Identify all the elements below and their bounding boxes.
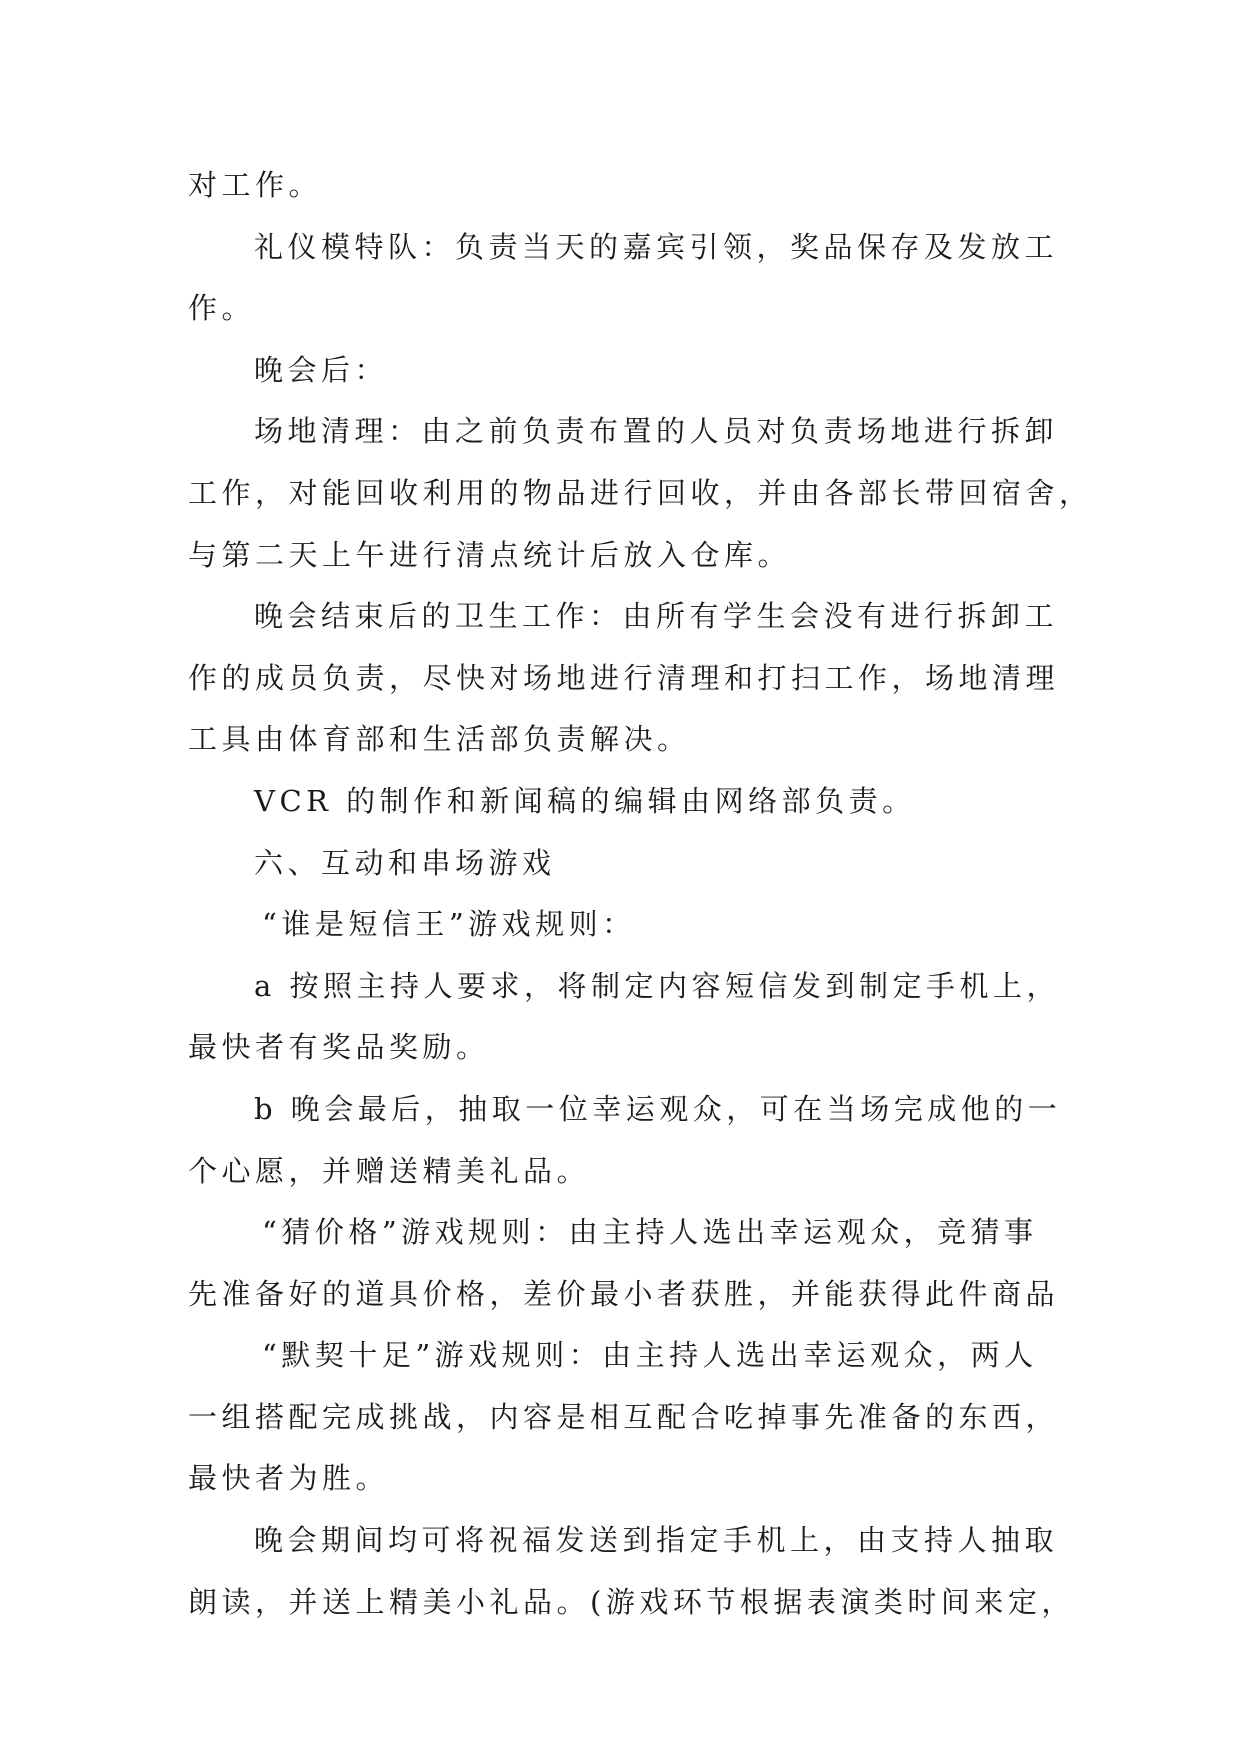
game-title-line: “猜价格”游戏规则：由主持人选出幸运观众，竞猜事 xyxy=(262,1215,1038,1250)
text-line: 工作，对能回收利用的物品进行回收，并由各部长带回宿舍， xyxy=(188,475,1093,510)
paragraph-start-line: 场地清理：由之前负责布置的人员对负责场地进行拆卸 xyxy=(254,414,1059,449)
paragraph-start-line: b 晚会最后，抽取一位幸运观众，可在当场完成他的一 xyxy=(254,1091,1062,1126)
text-line: 与第二天上午进行清点统计后放入仓库。 xyxy=(188,537,792,572)
section-heading: 六、互动和串场游戏 xyxy=(254,845,556,880)
text-line: 最快者有奖品奖励。 xyxy=(188,1030,490,1065)
paragraph-start-line: 晚会期间均可将祝福发送到指定手机上，由支持人抽取 xyxy=(254,1523,1059,1558)
text-line: 作的成员负责，尽快对场地进行清理和打扫工作，场地清理 xyxy=(188,660,1060,695)
paragraph-start-line: 礼仪模特队：负责当天的嘉宾引领，奖品保存及发放工 xyxy=(254,229,1059,264)
paragraph-start-line: 晚会结束后的卫生工作：由所有学生会没有进行拆卸工 xyxy=(254,599,1059,634)
paragraph-start-line: VCR 的制作和新闻稿的编辑由网络部负责。 xyxy=(254,783,916,818)
text-line: 作。 xyxy=(188,291,256,326)
text-line: 先准备好的道具价格，差价最小者获胜，并能获得此件商品 xyxy=(188,1276,1060,1311)
text-line: 个心愿，并赠送精美礼品。 xyxy=(188,1153,591,1188)
game-title-line: “默契十足”游戏规则：由主持人选出幸运观众，两人 xyxy=(262,1338,1038,1373)
section-heading: 晚会后： xyxy=(254,352,389,387)
text-line: 对工作。 xyxy=(188,168,323,202)
text-line: 一组搭配完成挑战，内容是相互配合吃掉事先准备的东西， xyxy=(188,1399,1060,1434)
game-title-line: “谁是短信王”游戏规则： xyxy=(262,907,636,942)
text-line: 朗读，并送上精美小礼品。(游戏环节根据表演类时间来定， xyxy=(188,1584,1075,1619)
text-line: 最快者为胜。 xyxy=(188,1461,390,1496)
body-text xyxy=(188,155,1093,1633)
text-line: 工具由体育部和生活部负责解决。 xyxy=(188,722,691,757)
paragraph-start-line: a 按照主持人要求，将制定内容短信发到制定手机上， xyxy=(254,968,1061,1003)
